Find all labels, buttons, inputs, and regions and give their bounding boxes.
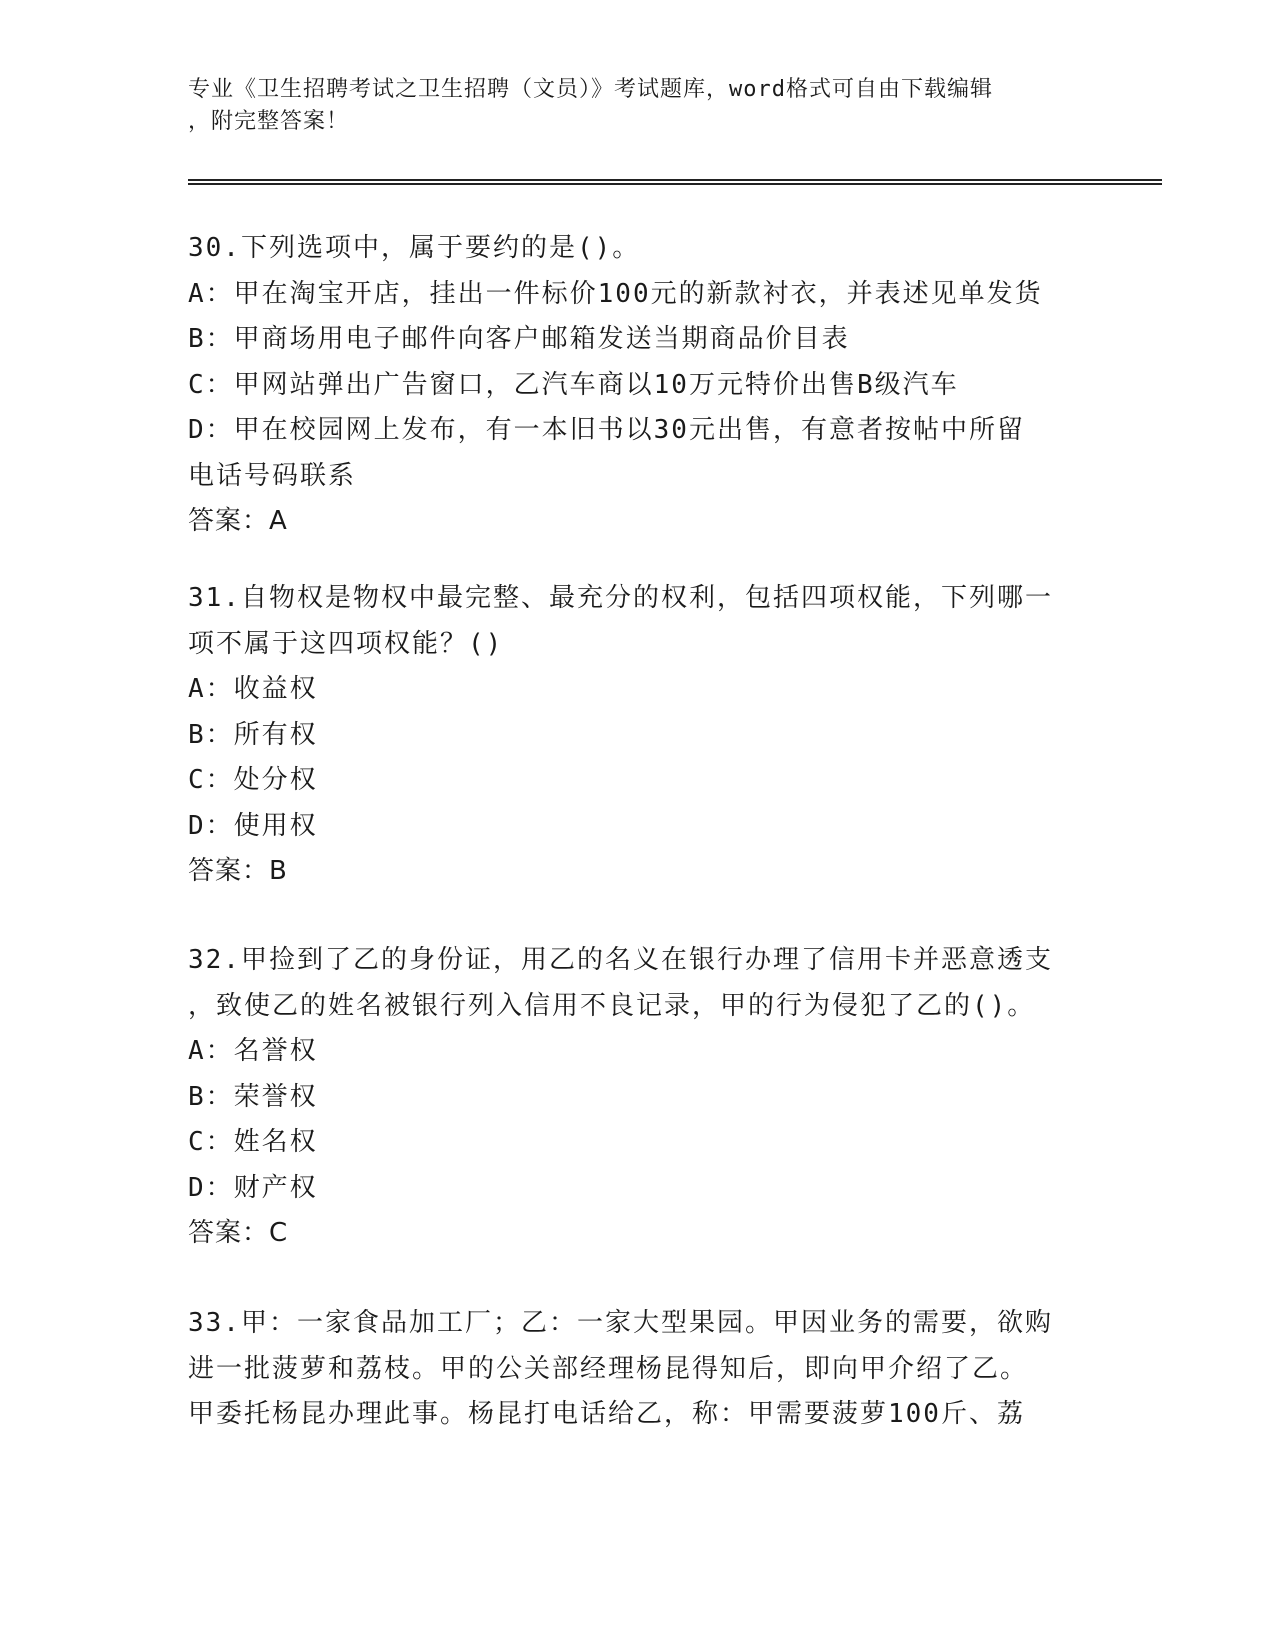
- option-a: A：名誉权: [188, 1036, 318, 1066]
- question-30: [188, 226, 1088, 545]
- option-c: C：甲网站弹出广告窗口，乙汽车商以10万元特价出售B级汽车: [188, 369, 959, 400]
- header-line-2: ，附完整答案！: [188, 109, 350, 134]
- question-stem-cont: 甲委托杨昆办理此事。杨昆打电话给乙，称：甲需要菠萝100斤、荔: [188, 1399, 1025, 1429]
- option-b: B：荣誉权: [188, 1081, 318, 1112]
- answer: 答案：A: [188, 506, 288, 536]
- option-d-cont: 电话号码联系: [188, 460, 357, 491]
- question-32: [188, 938, 1088, 1257]
- option-b: B：甲商场用电子邮件向客户邮箱发送当期商品价目表: [188, 324, 850, 354]
- header-line-1: 专业《卫生招聘考试之卫生招聘（文员）》考试题库，word格式可自由下载编辑: [188, 77, 993, 102]
- question-stem: 31.自物权是物权中最完整、最充分的权利，包括四项权能，下列哪一: [188, 583, 1053, 613]
- answer: 答案：C: [188, 1218, 289, 1248]
- option-a: A：收益权: [188, 674, 318, 704]
- document-header: [188, 74, 1088, 138]
- answer: 答案：B: [188, 856, 288, 886]
- option-d: D：甲在校园网上发布，有一本旧书以30元出售，有意者按帖中所留: [188, 415, 1025, 445]
- question-stem-cont: ，致使乙的姓名被银行列入信用不良记录，甲的行为侵犯了乙的()。: [188, 990, 1036, 1021]
- option-c: C：处分权: [188, 765, 318, 795]
- option-b: B：所有权: [188, 719, 318, 750]
- header-divider: [188, 179, 1162, 185]
- question-stem: 33.甲：一家食品加工厂；乙：一家大型果园。甲因业务的需要，欲购: [188, 1308, 1053, 1338]
- question-stem: 30.下列选项中，属于要约的是()。: [188, 233, 641, 263]
- question-stem: 32.甲捡到了乙的身份证，用乙的名义在银行办理了信用卡并恶意透支: [188, 945, 1053, 975]
- question-31: [188, 576, 1088, 895]
- option-d: D：财产权: [188, 1172, 318, 1203]
- question-33: [188, 1301, 1088, 1438]
- question-stem-cont: 进一批菠萝和荔枝。甲的公关部经理杨昆得知后，即向甲介绍了乙。: [188, 1353, 1029, 1384]
- question-stem-cont: 项不属于这四项权能？(): [188, 628, 504, 659]
- option-d: D：使用权: [188, 810, 318, 841]
- option-a: A：甲在淘宝开店，挂出一件标价100元的新款衬衣，并表述见单发货: [188, 278, 1043, 309]
- option-c: C：姓名权: [188, 1127, 318, 1157]
